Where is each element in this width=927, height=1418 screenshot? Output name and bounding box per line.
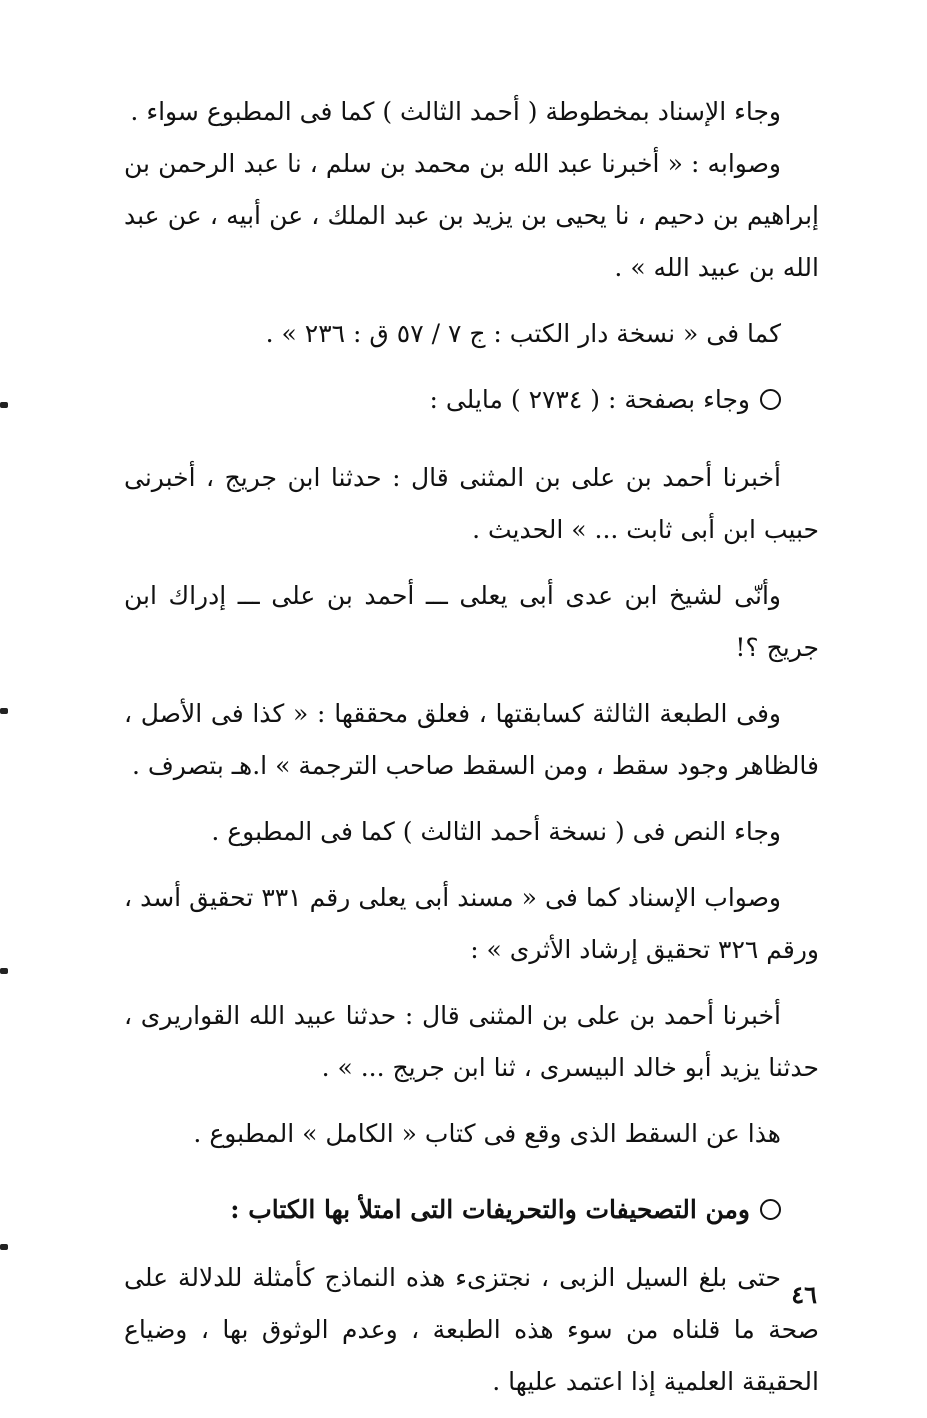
circle-bullet-icon [760,389,781,410]
paragraph-third-edition: وفى الطبعة الثالثة كسابقتها ، فعلق محققها : « كذا فى الأصل ، فالظاهر وجود سقط ، ومن السقط صاحب الترجمة » ا.هـ بتصرف . [124,699,819,780]
section-heading-text: ومن التصحيفات والتحريفات التى امتلأ بها الكتاب : [230,1195,750,1224]
paragraph-closing: حتى بلغ السيل الزبى ، نجتزىء هذه النماذج كأمثلة للدلالة على صحة ما قلناه من سوء هذه الطبعة ، وعدم الوثوق بها ، وضياع الحقيقة العلمية إذا اعتمد عليها . [124,1263,819,1396]
scan-margin-mark [0,402,8,408]
paragraph-manuscript-note: وجاء الإسناد بمخطوطة ( أحمد الثالث ) كما فى المطبوع سواء . [130,97,781,126]
paragraph-ahmed-third-copy: وجاء النص فى ( نسخة أحمد الثالث ) كما فى المطبوع . [211,817,781,846]
scan-margin-mark [0,708,8,714]
paragraph-hadith-quote-1: أخبرنا أحمد بن على بن المثنى قال : حدثنا ابن جريج ، أخبرنى حبيب ابن أبى ثابت ... » الحديث . [124,463,819,544]
paragraph-page-reference-text: وجاء بصفحة : ( ٢٧٣٤ ) مايلى : [429,385,750,414]
paragraph-page-reference [124,374,819,426]
paragraph-objection: وأنّى لشيخ ابن عدى أبى يعلى ـــ أحمد بن على ـــ إدراك ابن جريج ؟! [124,581,819,662]
circle-bullet-icon [760,1199,781,1220]
page-number: ٤٦ [791,1280,817,1309]
paragraph-correct-isnad: وصوابه : « أخبرنا عبد الله بن محمد بن سلم ، نا عبد الرحمن بن إبراهيم بن دحيم ، نا يحيى بن يزيد بن عبد الملك ، عن أبيه ، عن عبد الله بن عبيد الله » . [124,149,819,282]
paragraph-kamil-omission: هذا عن السقط الذى وقع فى كتاب « الكامل » المطبوع . [193,1119,781,1148]
paragraph-musnad-reference: وصواب الإسناد كما فى « مسند أبى يعلى رقم ٣٣١ تحقيق أسد ، ورقم ٣٢٦ تحقيق إرشاد الأثرى » : [124,883,819,964]
scan-margin-mark [0,968,8,974]
paragraph-dar-alkutub-copy: كما فى « نسخة دار الكتب : ج ٧ / ٥٧ ق : ٢٣٦ » . [265,319,781,348]
page-body [124,86,819,1418]
paragraph-hadith-quote-2: أخبرنا أحمد بن على بن المثنى قال : حدثنا عبيد الله القواريرى ، حدثنا يزيد أبو خالد البيسرى ، ثنا ابن جريج ... » . [124,1001,819,1082]
section-heading [124,1184,819,1236]
scan-margin-mark [0,1244,8,1250]
